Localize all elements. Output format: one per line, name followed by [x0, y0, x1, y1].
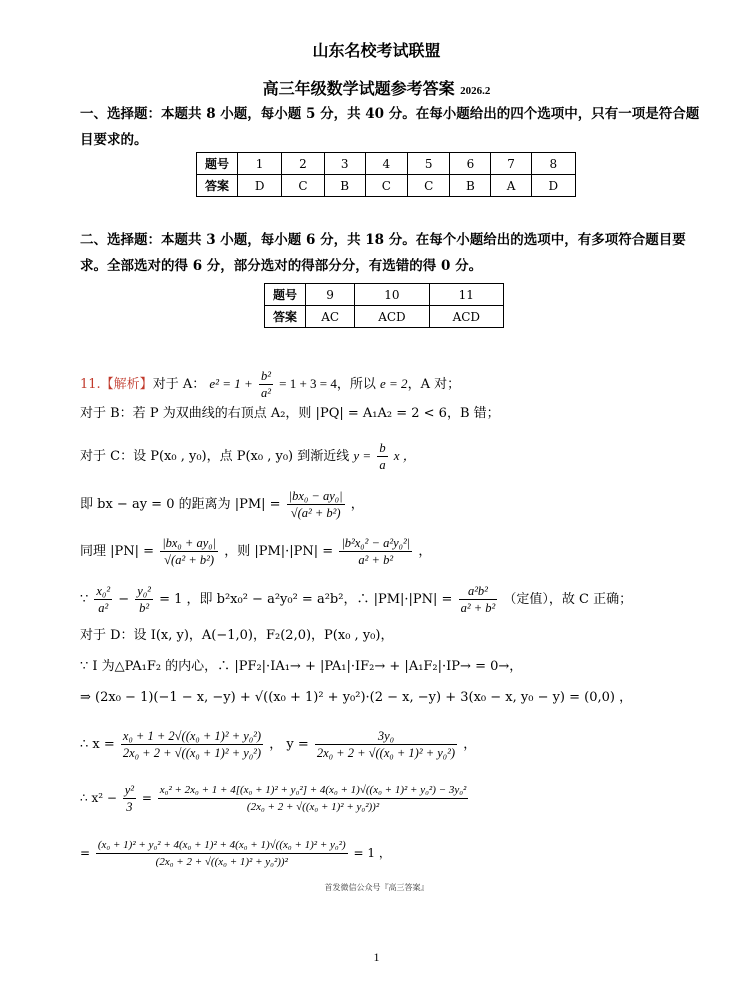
table-row — [197, 175, 576, 197]
table-cell: 4 — [365, 153, 407, 175]
fraction: $\frac{\text{b²}}{\text{a²}}$ — [260, 369, 271, 400]
fraction: $\frac{\text{x₀²}}{\text{a²}}$ — [96, 584, 111, 615]
section1-heading: 一、选择题：本题共 8 小题，每小题 5 分，共 40 分。在每小题给出的四个选项中，只有一项是符合题目要求的。 — [80, 106, 700, 148]
solution-line-4: 即 bx − ay = 0 的距离为 |PM| = $\frac{\text{|bx₀ − ay₀|}}{\text{√(a² + b²)}}$ ， — [80, 489, 364, 520]
table-cell: B — [450, 175, 491, 197]
table-cell: 9 — [306, 284, 355, 306]
title-date: 2026.2 — [460, 85, 491, 97]
answer-table-1 — [196, 152, 576, 197]
table-cell: D — [531, 175, 575, 197]
doc-title — [0, 76, 753, 99]
solution-line-11: ∴ x² − $\frac{\text{y²}}{3}$ = x₀² + 2x₀ + 1 + 4[(x₀ + 1)² + y₀²] + 4(x₀ + 1)√((x₀ + 1)² + y₀²) − 3y₀² (2x₀ + 2 + √((x₀ + 1)² + y₀²))² — [80, 783, 467, 814]
solution-line-2: 对于 B：若 P 为双曲线的右顶点 A₂，则 |PQ| = A₁A₂ = 2 < 6，B 错； — [80, 406, 500, 421]
fraction: x₀² + 2x₀ + 1 + 4[(x₀ + 1)² + y₀²] + 4(x₀ + 1)√((x₀ + 1)² + y₀²) − 3y₀² (2x₀ + 2 + √((x₀ + 1)² + y₀²))² — [159, 784, 467, 813]
fraction: $\frac{b}{a}$ — [379, 441, 386, 472]
table-cell: 1 — [238, 153, 282, 175]
fraction: $\frac{\text{(x₀ + 1)² + y₀² + 4(x₀ + 1)² + 4(x₀ + 1)√((x₀ + 1)² + y₀²)}}{\text{(2x₀ + 2 + √((x₀ + 1)² + y₀²))²}}$ — [97, 839, 346, 868]
table-cell: 6 — [450, 153, 491, 175]
solution-line-9: ⇒ (2x₀ − 1)(−1 − x, −y) + √((x₀ + 1)² + y₀²)·(2 − x, −y) + 3(x₀ − x, y₀ − y) = (0,0) ， — [80, 690, 633, 705]
solution-line-7: 对于 D：设 I(x, y)，A(−1,0)，F₂(2,0)，P(x₀ , y₀)， — [80, 628, 394, 643]
table-row — [197, 153, 576, 175]
solution-line-5: 同理 |PN| = $\frac{\text{|bx₀ + ay₀|}}{\text{√(a² + b²)}}$ ，则 |PM|·|PN| = $\frac{\text{|b²x₀² − a²y₀²|}}{\text{a² + b²}}$ ， — [80, 536, 432, 567]
fraction: $\frac{\text{x₀ + 1 + 2√((x₀ + 1)² + y₀²)}}{\text{2x₀ + 2 + √((x₀ + 1)² + y₀²)}}$ — [122, 729, 262, 760]
table-cell: 7 — [491, 153, 531, 175]
org-name: 山东名校考试联盟 — [312, 41, 441, 60]
table-cell: 3 — [324, 153, 365, 175]
table-cell: A — [491, 175, 531, 197]
solution-tag: 11.【解析】 — [80, 377, 153, 392]
row-label: 答案 — [197, 175, 238, 197]
page-number: 1 — [373, 950, 380, 964]
fraction: $\frac{\text{a²b²}}{\text{a² + b²}}$ — [460, 584, 496, 615]
row-label: 题号 — [265, 284, 306, 306]
table-cell: C — [408, 175, 450, 197]
row-label: 答案 — [265, 306, 306, 328]
table-cell: 2 — [282, 153, 324, 175]
table-cell: 10 — [355, 284, 429, 306]
table-cell: ACD — [429, 306, 503, 328]
table-cell: C — [282, 175, 324, 197]
row-label: 题号 — [197, 153, 238, 175]
table-cell: 5 — [408, 153, 450, 175]
fraction: $\frac{\text{3y₀}}{\text{2x₀ + 2 + √((x₀ + 1)² + y₀²)}}$ — [316, 729, 456, 760]
solution-line-6: ∵ $\frac{\text{x₀²}}{\text{a²}}$ − $\frac{\text{y₀²}}{\text{b²}}$ = 1 ，即 b²x₀² − a²y₀² = a²b²，∴ |PM|·|PN| = $\frac{\text{a²b²}}{\text{a² + b²}}$ （定值），故 C 正确； — [80, 584, 633, 615]
fraction: $\frac{\text{|bx₀ − ay₀|}}{\text{√(a² + b²)}}$ — [288, 489, 343, 520]
table-cell: 8 — [531, 153, 575, 175]
footer-note: 首发微信公众号『高三答案』 — [324, 883, 429, 892]
table-cell: B — [324, 175, 365, 197]
table-cell: ACD — [355, 306, 429, 328]
fraction: $\frac{\text{|b²x₀² − a²y₀²|}}{\text{a² + b²}}$ — [341, 536, 411, 567]
table-row — [265, 306, 504, 328]
table-cell: AC — [306, 306, 355, 328]
section2-heading: 二、选择题：本题共 3 小题，每小题 6 分，共 18 分。在每个小题给出的选项中，有多项符合题目要求。全部选对的得 6 分，部分选对的得部分分，有选错的得 0 分。 — [80, 232, 686, 274]
table-cell: 11 — [429, 284, 503, 306]
fraction: $\frac{\text{y²}}{3}$ — [124, 783, 135, 814]
solution-line-8: ∵ I 为△PA₁F₂ 的内心，∴ |PF₂|·IA₁→ + |PA₁|·IF₂→ + |A₁F₂|·IP→ = 0→， — [80, 659, 523, 674]
fraction: $\frac{\text{|bx₀ + ay₀|}}{\text{√(a² + b²)}}$ — [162, 536, 217, 567]
table-row — [265, 284, 504, 306]
solution-line-12: = $\frac{\text{(x₀ + 1)² + y₀² + 4(x₀ + 1)² + 4(x₀ + 1)√((x₀ + 1)² + y₀²)}}{\text{(2x₀ + 2 + √((x₀ + 1)² + y₀²))²}}$ = 1 ， — [80, 839, 391, 868]
solution-line-3: 对于 C：设 P(x₀ , y₀)，点 P(x₀ , y₀) 到渐近线 y = $\frac{b}{a}$ x ， — [80, 441, 416, 472]
solution-line-1: 11.【解析】对于 A： e² = 1 + $\frac{\text{b²}}{\text{a²}}$ = 1 + 3 = 4，所以 e = 2，A 对； — [80, 369, 461, 400]
table-cell: D — [238, 175, 282, 197]
table-cell: C — [365, 175, 407, 197]
answer-table-2 — [264, 283, 504, 328]
title-text: 高三年级数学试题参考答案 — [262, 79, 455, 98]
solution-line-10: ∴ x = $\frac{\text{x₀ + 1 + 2√((x₀ + 1)² + y₀²)}}{\text{2x₀ + 2 + √((x₀ + 1)² + y₀²)}}$ ， y = $\frac{\text{3y₀}}{\text{2x₀ + 2 + √((x₀ + 1)² + y₀²)}}$ ， — [80, 729, 477, 760]
fraction: $\frac{\text{y₀²}}{\text{b²}}$ — [137, 584, 151, 615]
